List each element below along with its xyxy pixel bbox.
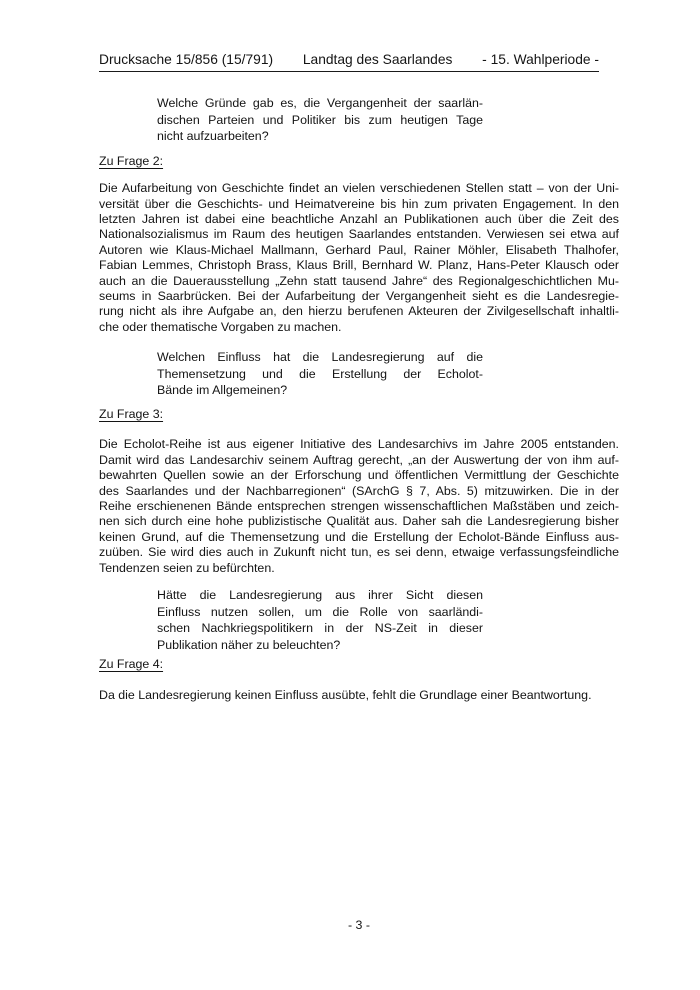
text-line: dischen Parteien und Politiker bis zum heutigen Tage [157, 112, 483, 127]
question-4-block [157, 587, 483, 653]
text-line: Damit wird das Landesarchiv seinem Auftrag gerecht, „an der Auswertung der von ihm auf- [99, 452, 619, 467]
header-legislative-period: - 15. Wahlperiode - [482, 52, 599, 67]
heading-text: Zu Frage 2: [99, 153, 164, 168]
text-line: Reihe erschienenen Bände entsprechen strengen wissenschaftlichen Maßstäben und zeich- [99, 499, 619, 514]
text-line: che oder thematische Vorgaben zu machen. [99, 319, 342, 334]
text-line: nen sich durch eine hohe publizistische Qualität aus. Daher sah die Landesregierung bisher [99, 514, 619, 529]
heading-zu-frage-4 [99, 657, 700, 672]
text-line: Die Aufarbeitung von Geschichte findet an vielen verschiedenen Stellen statt – von der Uni- [99, 181, 619, 196]
question-2-block [157, 95, 483, 145]
text-line: rung nicht als ihre Aufgabe an, den hierzu berufenen Akteuren der Zivilgesellschaft inhaltli- [99, 304, 619, 319]
text-line: Tendenzen seien zu befürchten. [99, 560, 275, 575]
text-line: Welchen Einfluss hat die Landesregierung auf die [157, 350, 483, 365]
heading-zu-frage-2 [99, 154, 700, 169]
heading-text: Zu Frage 4: [99, 657, 164, 672]
header-institution: Landtag des Saarlandes [302, 52, 453, 67]
answer-4-paragraph [99, 688, 619, 703]
text-line: schen Nachkriegspolitikern in der NS-Zeit in dieser [157, 621, 483, 636]
text-line: auch an die Dauerausstellung „Zehn statt tausend Jahre“ des Regionalgeschichtlichen Mu- [99, 273, 619, 288]
text-line: Welche Gründe gab es, die Vergangenheit der saarlän- [157, 96, 483, 110]
heading-zu-frage-3 [99, 407, 700, 422]
text-line: Die Echolot-Reihe ist aus eigener Initiative des Landesarchivs im Jahre 2005 entstanden. [99, 437, 619, 452]
text-line: Nationalsozialismus im Raum des heutigen Saarlandes entstanden. Verwiesen sei etwa auf [99, 227, 619, 242]
text-line: letzten Jahren ist dabei eine beachtliche Anzahl an Publikationen auch über die Zeit des [99, 212, 619, 226]
heading-text: Zu Frage 3: [99, 407, 164, 422]
text-line: bewahrten Quellen sowie an der Erforschung und öffentlichen Vermittlung der Geschichte [99, 468, 619, 483]
text-line: versität über die Geschichts- und Heimatvereine bis hin zum privaten Engagement. In den [99, 196, 619, 211]
text-line: Bände im Allgemeinen? [157, 383, 288, 398]
text-line: Themensetzung und die Erstellung der Echolot- [157, 366, 483, 381]
text-line: keinen Grund, auf die Themensetzung und die Erstellung der Echolot-Bände Einfluss aus- [99, 529, 619, 544]
page-number [99, 918, 619, 933]
page-number-text: - 3 - [347, 918, 371, 932]
text-line: des Saarlandes und der Nachbarregionen“ (SArchG § 7, Abs. 5) mitzuwirken. Die in der [99, 483, 619, 498]
header-doc-number: Drucksache 15/856 (15/791) [99, 52, 274, 67]
text-line: Einfluss nutzen sollen, um die Rolle von saarländi- [157, 604, 483, 619]
question-3-block [157, 349, 483, 399]
text-line: Hätte die Landesregierung aus ihrer Sicht diesen [157, 588, 483, 603]
answer-3-paragraph [99, 437, 619, 576]
text-line: Autoren wie Klaus-Michael Mallmann, Gerhard Paul, Rainer Möhler, Elisabeth Thalhofer, [99, 242, 619, 257]
text-line: nicht aufzuarbeiten? [157, 129, 269, 144]
text-line: zuüben. Sie wird dies auch in Zukunft nicht tun, es sei denn, etwaige verfassungsfeindliche [99, 545, 619, 560]
answer-2-paragraph [99, 181, 619, 335]
text-line: Fabian Lemmes, Christoph Brass, Klaus Brill, Bernhard W. Planz, Hans-Peter Klausch oder [99, 258, 619, 273]
document-header [99, 52, 599, 72]
text-line: seums in Saarbrücken. Bei der Aufarbeitung der Vergangenheit sieht es die Landesregie- [99, 289, 619, 304]
text-line: Publikation näher zu beleuchten? [157, 637, 341, 652]
text-line: Da die Landesregierung keinen Einfluss ausübte, fehlt die Grundlage einer Beantwortung. [99, 687, 592, 702]
